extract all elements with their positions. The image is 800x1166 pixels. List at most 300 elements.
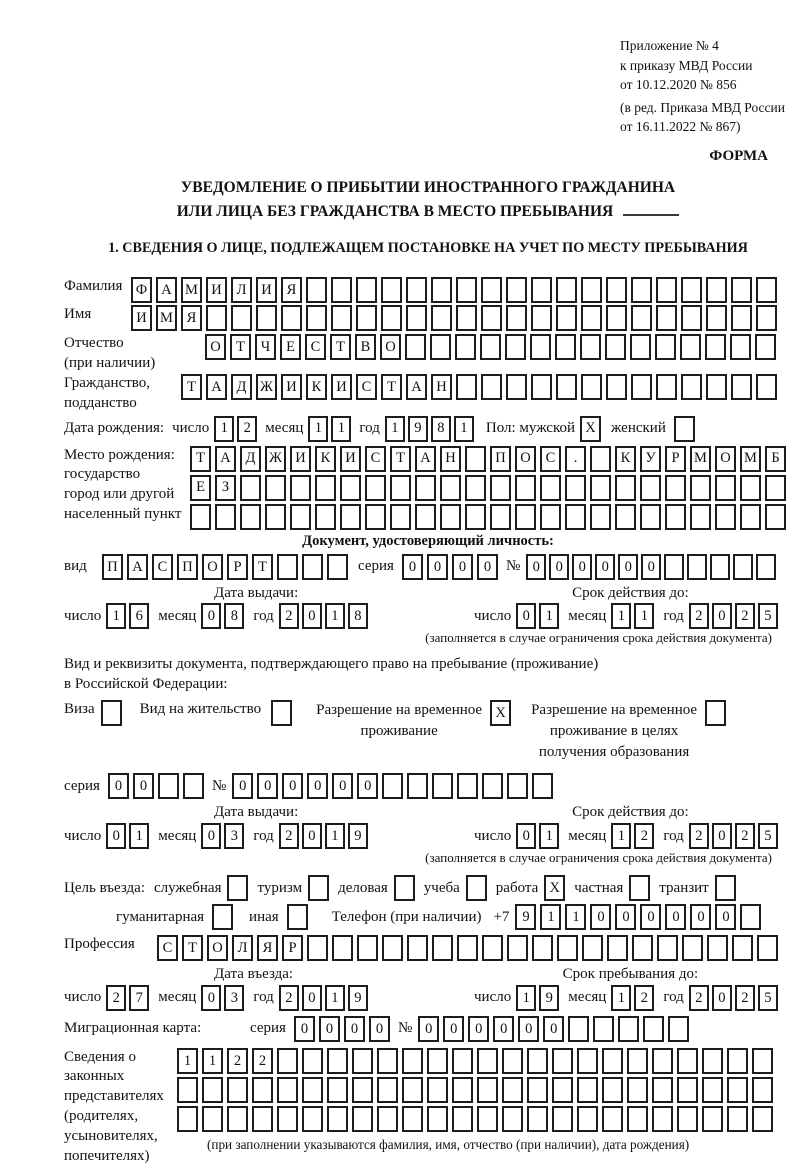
- form-cell[interactable]: Ж: [256, 374, 277, 400]
- form-cell[interactable]: [365, 504, 386, 530]
- form-cell[interactable]: [227, 1077, 248, 1103]
- form-cell[interactable]: [231, 305, 252, 331]
- form-cell[interactable]: [377, 1106, 398, 1132]
- form-cell[interactable]: [752, 1048, 773, 1074]
- form-cell[interactable]: [602, 1048, 623, 1074]
- form-cell[interactable]: [577, 1077, 598, 1103]
- form-cell[interactable]: [402, 1077, 423, 1103]
- form-cell[interactable]: [552, 1077, 573, 1103]
- form-cell[interactable]: 1: [308, 416, 328, 442]
- form-cell[interactable]: [506, 277, 527, 303]
- form-cell[interactable]: [480, 334, 501, 360]
- form-cell[interactable]: Я: [181, 305, 202, 331]
- form-cell[interactable]: [765, 475, 786, 501]
- form-cell[interactable]: Ч: [255, 334, 276, 360]
- form-cell[interactable]: 9: [539, 985, 559, 1011]
- form-cell[interactable]: [590, 446, 611, 472]
- form-cell[interactable]: С: [540, 446, 561, 472]
- form-cell[interactable]: [681, 277, 702, 303]
- form-cell[interactable]: Т: [230, 334, 251, 360]
- form-cell[interactable]: 0: [319, 1016, 340, 1042]
- form-cell[interactable]: А: [127, 554, 148, 580]
- form-cell[interactable]: [655, 334, 676, 360]
- form-cell[interactable]: [552, 1048, 573, 1074]
- form-cell[interactable]: [481, 374, 502, 400]
- form-cell[interactable]: [530, 334, 551, 360]
- form-cell[interactable]: [415, 475, 436, 501]
- form-cell[interactable]: [427, 1077, 448, 1103]
- form-cell[interactable]: [756, 305, 777, 331]
- form-cell[interactable]: X: [490, 700, 511, 726]
- form-cell[interactable]: [455, 334, 476, 360]
- form-cell[interactable]: 2: [227, 1048, 248, 1074]
- form-cell[interactable]: [715, 504, 736, 530]
- form-cell[interactable]: [682, 935, 703, 961]
- form-cell[interactable]: 1: [539, 603, 559, 629]
- form-cell[interactable]: Д: [240, 446, 261, 472]
- form-cell[interactable]: [331, 277, 352, 303]
- form-cell[interactable]: [407, 935, 428, 961]
- form-cell[interactable]: [531, 277, 552, 303]
- form-cell[interactable]: [531, 374, 552, 400]
- form-cell[interactable]: [177, 1077, 198, 1103]
- form-cell[interactable]: [674, 416, 695, 442]
- form-cell[interactable]: [252, 1077, 273, 1103]
- form-cell[interactable]: 2: [279, 823, 299, 849]
- form-cell[interactable]: 1: [454, 416, 474, 442]
- form-cell[interactable]: Т: [182, 935, 203, 961]
- form-cell[interactable]: 1: [611, 603, 631, 629]
- form-cell[interactable]: 5: [758, 985, 778, 1011]
- form-cell[interactable]: 2: [735, 603, 755, 629]
- form-cell[interactable]: А: [415, 446, 436, 472]
- form-cell[interactable]: [477, 1077, 498, 1103]
- form-cell[interactable]: [581, 277, 602, 303]
- form-cell[interactable]: [665, 475, 686, 501]
- form-cell[interactable]: 1: [325, 603, 345, 629]
- form-cell[interactable]: И: [281, 374, 302, 400]
- form-cell[interactable]: 0: [595, 554, 615, 580]
- form-cell[interactable]: К: [315, 446, 336, 472]
- form-cell[interactable]: [365, 475, 386, 501]
- form-cell[interactable]: 9: [408, 416, 428, 442]
- form-cell[interactable]: [532, 773, 553, 799]
- form-cell[interactable]: 3: [224, 823, 244, 849]
- form-cell[interactable]: [287, 904, 308, 930]
- form-cell[interactable]: 2: [279, 603, 299, 629]
- form-cell[interactable]: 0: [332, 773, 353, 799]
- form-cell[interactable]: [465, 504, 486, 530]
- form-cell[interactable]: 0: [543, 1016, 564, 1042]
- form-cell[interactable]: [755, 334, 776, 360]
- form-cell[interactable]: [557, 935, 578, 961]
- form-cell[interactable]: 0: [418, 1016, 439, 1042]
- form-cell[interactable]: 0: [493, 1016, 514, 1042]
- form-cell[interactable]: 0: [443, 1016, 464, 1042]
- form-cell[interactable]: [212, 904, 233, 930]
- form-cell[interactable]: М: [690, 446, 711, 472]
- form-cell[interactable]: 1: [611, 985, 631, 1011]
- form-cell[interactable]: 2: [252, 1048, 273, 1074]
- form-cell[interactable]: [290, 475, 311, 501]
- form-cell[interactable]: [677, 1106, 698, 1132]
- form-cell[interactable]: [740, 475, 761, 501]
- form-cell[interactable]: Е: [280, 334, 301, 360]
- form-cell[interactable]: О: [380, 334, 401, 360]
- form-cell[interactable]: 0: [468, 1016, 489, 1042]
- form-cell[interactable]: [582, 935, 603, 961]
- form-cell[interactable]: [657, 935, 678, 961]
- form-cell[interactable]: [515, 504, 536, 530]
- form-cell[interactable]: [390, 504, 411, 530]
- form-cell[interactable]: [465, 446, 486, 472]
- form-cell[interactable]: Д: [231, 374, 252, 400]
- form-cell[interactable]: 8: [224, 603, 244, 629]
- form-cell[interactable]: [332, 935, 353, 961]
- form-cell[interactable]: [580, 334, 601, 360]
- form-cell[interactable]: [327, 1077, 348, 1103]
- form-cell[interactable]: [502, 1106, 523, 1132]
- form-cell[interactable]: [531, 305, 552, 331]
- form-cell[interactable]: [315, 504, 336, 530]
- form-cell[interactable]: [456, 277, 477, 303]
- form-cell[interactable]: О: [205, 334, 226, 360]
- form-cell[interactable]: С: [365, 446, 386, 472]
- form-cell[interactable]: [215, 504, 236, 530]
- form-cell[interactable]: 2: [634, 985, 654, 1011]
- form-cell[interactable]: [427, 1106, 448, 1132]
- form-cell[interactable]: [752, 1106, 773, 1132]
- form-cell[interactable]: [190, 504, 211, 530]
- form-cell[interactable]: [302, 1077, 323, 1103]
- form-cell[interactable]: [727, 1077, 748, 1103]
- form-cell[interactable]: [466, 875, 487, 901]
- form-cell[interactable]: [652, 1048, 673, 1074]
- form-cell[interactable]: [602, 1077, 623, 1103]
- form-cell[interactable]: 2: [735, 823, 755, 849]
- form-cell[interactable]: [640, 504, 661, 530]
- form-cell[interactable]: [568, 1016, 589, 1042]
- form-cell[interactable]: [327, 1106, 348, 1132]
- form-cell[interactable]: О: [207, 935, 228, 961]
- form-cell[interactable]: А: [206, 374, 227, 400]
- form-cell[interactable]: [456, 305, 477, 331]
- form-cell[interactable]: [315, 475, 336, 501]
- form-cell[interactable]: [101, 700, 122, 726]
- form-cell[interactable]: [577, 1106, 598, 1132]
- form-cell[interactable]: [740, 904, 761, 930]
- form-cell[interactable]: [710, 554, 730, 580]
- form-cell[interactable]: 0: [452, 554, 473, 580]
- form-cell[interactable]: [640, 475, 661, 501]
- form-cell[interactable]: Т: [181, 374, 202, 400]
- form-cell[interactable]: [252, 1106, 273, 1132]
- form-cell[interactable]: [731, 277, 752, 303]
- form-cell[interactable]: [415, 504, 436, 530]
- form-cell[interactable]: 0: [369, 1016, 390, 1042]
- form-cell[interactable]: [690, 475, 711, 501]
- form-cell[interactable]: 1: [539, 823, 559, 849]
- form-cell[interactable]: 2: [279, 985, 299, 1011]
- form-cell[interactable]: 0: [690, 904, 711, 930]
- form-cell[interactable]: [307, 935, 328, 961]
- form-cell[interactable]: [681, 374, 702, 400]
- form-cell[interactable]: [381, 277, 402, 303]
- form-cell[interactable]: [402, 1048, 423, 1074]
- form-cell[interactable]: [377, 1048, 398, 1074]
- form-cell[interactable]: [690, 504, 711, 530]
- form-cell[interactable]: 8: [431, 416, 451, 442]
- form-cell[interactable]: И: [290, 446, 311, 472]
- form-cell[interactable]: К: [306, 374, 327, 400]
- form-cell[interactable]: [302, 554, 323, 580]
- form-cell[interactable]: 0: [201, 985, 221, 1011]
- form-cell[interactable]: [227, 1106, 248, 1132]
- form-cell[interactable]: [629, 875, 650, 901]
- form-cell[interactable]: 0: [402, 554, 423, 580]
- form-cell[interactable]: [565, 504, 586, 530]
- form-cell[interactable]: [256, 305, 277, 331]
- form-cell[interactable]: [715, 475, 736, 501]
- form-cell[interactable]: [406, 305, 427, 331]
- form-cell[interactable]: [706, 277, 727, 303]
- form-cell[interactable]: 0: [477, 554, 498, 580]
- form-cell[interactable]: [527, 1048, 548, 1074]
- form-cell[interactable]: [277, 1077, 298, 1103]
- form-cell[interactable]: [331, 305, 352, 331]
- form-cell[interactable]: [507, 773, 528, 799]
- form-cell[interactable]: [306, 305, 327, 331]
- form-cell[interactable]: [593, 1016, 614, 1042]
- form-cell[interactable]: 0: [641, 554, 661, 580]
- form-cell[interactable]: [240, 504, 261, 530]
- form-cell[interactable]: 0: [518, 1016, 539, 1042]
- form-cell[interactable]: 9: [348, 823, 368, 849]
- form-cell[interactable]: [556, 305, 577, 331]
- form-cell[interactable]: 1: [325, 985, 345, 1011]
- form-cell[interactable]: [706, 374, 727, 400]
- form-cell[interactable]: 1: [325, 823, 345, 849]
- form-cell[interactable]: [356, 277, 377, 303]
- form-cell[interactable]: 0: [302, 823, 322, 849]
- form-cell[interactable]: [677, 1077, 698, 1103]
- form-cell[interactable]: 1: [177, 1048, 198, 1074]
- form-cell[interactable]: С: [356, 374, 377, 400]
- form-cell[interactable]: С: [152, 554, 173, 580]
- form-cell[interactable]: [308, 875, 329, 901]
- form-cell[interactable]: Я: [281, 277, 302, 303]
- form-cell[interactable]: [177, 1106, 198, 1132]
- form-cell[interactable]: [656, 305, 677, 331]
- form-cell[interactable]: 0: [307, 773, 328, 799]
- form-cell[interactable]: [158, 773, 179, 799]
- form-cell[interactable]: [602, 1106, 623, 1132]
- form-cell[interactable]: А: [215, 446, 236, 472]
- form-cell[interactable]: [687, 554, 707, 580]
- form-cell[interactable]: [680, 334, 701, 360]
- form-cell[interactable]: [577, 1048, 598, 1074]
- form-cell[interactable]: 0: [712, 985, 732, 1011]
- form-cell[interactable]: [643, 1016, 664, 1042]
- form-cell[interactable]: [352, 1106, 373, 1132]
- form-cell[interactable]: 0: [516, 603, 536, 629]
- form-cell[interactable]: [340, 504, 361, 530]
- form-cell[interactable]: 0: [257, 773, 278, 799]
- form-cell[interactable]: [477, 1106, 498, 1132]
- form-cell[interactable]: [606, 305, 627, 331]
- form-cell[interactable]: [302, 1048, 323, 1074]
- form-cell[interactable]: [183, 773, 204, 799]
- form-cell[interactable]: [565, 475, 586, 501]
- form-cell[interactable]: [432, 773, 453, 799]
- form-cell[interactable]: [502, 1048, 523, 1074]
- form-cell[interactable]: [707, 935, 728, 961]
- form-cell[interactable]: 3: [224, 985, 244, 1011]
- form-cell[interactable]: И: [340, 446, 361, 472]
- form-cell[interactable]: И: [256, 277, 277, 303]
- form-cell[interactable]: [352, 1077, 373, 1103]
- form-cell[interactable]: 1: [331, 416, 351, 442]
- form-cell[interactable]: В: [355, 334, 376, 360]
- form-cell[interactable]: X: [544, 875, 565, 901]
- form-cell[interactable]: [277, 1048, 298, 1074]
- form-cell[interactable]: 0: [572, 554, 592, 580]
- form-cell[interactable]: [627, 1048, 648, 1074]
- form-cell[interactable]: И: [131, 305, 152, 331]
- form-cell[interactable]: [405, 334, 426, 360]
- form-cell[interactable]: [356, 305, 377, 331]
- form-cell[interactable]: [277, 554, 298, 580]
- form-cell[interactable]: 1: [611, 823, 631, 849]
- form-cell[interactable]: [731, 305, 752, 331]
- form-cell[interactable]: [727, 1106, 748, 1132]
- form-cell[interactable]: [382, 773, 403, 799]
- form-cell[interactable]: 7: [129, 985, 149, 1011]
- form-cell[interactable]: Р: [282, 935, 303, 961]
- form-cell[interactable]: 0: [108, 773, 129, 799]
- form-cell[interactable]: [382, 935, 403, 961]
- form-cell[interactable]: [631, 277, 652, 303]
- form-cell[interactable]: 0: [618, 554, 638, 580]
- form-cell[interactable]: [606, 277, 627, 303]
- form-cell[interactable]: О: [202, 554, 223, 580]
- form-cell[interactable]: [452, 1077, 473, 1103]
- form-cell[interactable]: [377, 1077, 398, 1103]
- form-cell[interactable]: С: [305, 334, 326, 360]
- form-cell[interactable]: [432, 935, 453, 961]
- form-cell[interactable]: [740, 504, 761, 530]
- form-cell[interactable]: [606, 374, 627, 400]
- form-cell[interactable]: 9: [515, 904, 536, 930]
- form-cell[interactable]: [406, 277, 427, 303]
- form-cell[interactable]: [402, 1106, 423, 1132]
- form-cell[interactable]: М: [181, 277, 202, 303]
- form-cell[interactable]: [352, 1048, 373, 1074]
- form-cell[interactable]: X: [580, 416, 601, 442]
- form-cell[interactable]: [490, 504, 511, 530]
- form-cell[interactable]: [502, 1077, 523, 1103]
- form-cell[interactable]: Т: [330, 334, 351, 360]
- form-cell[interactable]: 0: [640, 904, 661, 930]
- form-cell[interactable]: 5: [758, 823, 778, 849]
- form-cell[interactable]: [556, 277, 577, 303]
- form-cell[interactable]: Т: [190, 446, 211, 472]
- form-cell[interactable]: О: [515, 446, 536, 472]
- form-cell[interactable]: [202, 1077, 223, 1103]
- form-cell[interactable]: [456, 374, 477, 400]
- form-cell[interactable]: Л: [232, 935, 253, 961]
- form-cell[interactable]: [477, 1048, 498, 1074]
- form-cell[interactable]: 0: [302, 985, 322, 1011]
- form-cell[interactable]: 0: [590, 904, 611, 930]
- form-cell[interactable]: И: [206, 277, 227, 303]
- form-cell[interactable]: 1: [214, 416, 234, 442]
- form-cell[interactable]: [664, 554, 684, 580]
- form-cell[interactable]: [681, 305, 702, 331]
- form-cell[interactable]: Т: [252, 554, 273, 580]
- form-cell[interactable]: [290, 504, 311, 530]
- form-cell[interactable]: 0: [526, 554, 546, 580]
- form-cell[interactable]: [765, 504, 786, 530]
- form-cell[interactable]: К: [615, 446, 636, 472]
- form-cell[interactable]: [555, 334, 576, 360]
- form-cell[interactable]: [618, 1016, 639, 1042]
- form-cell[interactable]: Ж: [265, 446, 286, 472]
- form-cell[interactable]: П: [102, 554, 123, 580]
- form-cell[interactable]: П: [490, 446, 511, 472]
- form-cell[interactable]: 0: [344, 1016, 365, 1042]
- form-cell[interactable]: [505, 334, 526, 360]
- form-cell[interactable]: [481, 277, 502, 303]
- form-cell[interactable]: [730, 334, 751, 360]
- form-cell[interactable]: 0: [201, 603, 221, 629]
- form-cell[interactable]: [652, 1077, 673, 1103]
- form-cell[interactable]: 2: [689, 603, 709, 629]
- form-cell[interactable]: .: [565, 446, 586, 472]
- form-cell[interactable]: [240, 475, 261, 501]
- form-cell[interactable]: [732, 935, 753, 961]
- form-cell[interactable]: [457, 773, 478, 799]
- form-cell[interactable]: [540, 475, 561, 501]
- form-cell[interactable]: [381, 305, 402, 331]
- form-cell[interactable]: [431, 277, 452, 303]
- form-cell[interactable]: [627, 1106, 648, 1132]
- form-cell[interactable]: 8: [348, 603, 368, 629]
- form-cell[interactable]: [756, 374, 777, 400]
- form-cell[interactable]: [206, 305, 227, 331]
- form-cell[interactable]: 1: [565, 904, 586, 930]
- form-cell[interactable]: Р: [227, 554, 248, 580]
- form-cell[interactable]: 2: [689, 823, 709, 849]
- form-cell[interactable]: [482, 773, 503, 799]
- form-cell[interactable]: 2: [634, 823, 654, 849]
- form-cell[interactable]: [706, 305, 727, 331]
- form-cell[interactable]: [615, 475, 636, 501]
- form-cell[interactable]: [340, 475, 361, 501]
- form-cell[interactable]: [265, 475, 286, 501]
- form-cell[interactable]: 1: [202, 1048, 223, 1074]
- form-cell[interactable]: 0: [427, 554, 448, 580]
- form-cell[interactable]: Ф: [131, 277, 152, 303]
- form-cell[interactable]: [327, 1048, 348, 1074]
- form-cell[interactable]: 1: [106, 603, 126, 629]
- form-cell[interactable]: [515, 475, 536, 501]
- form-cell[interactable]: 0: [715, 904, 736, 930]
- form-cell[interactable]: [702, 1106, 723, 1132]
- form-cell[interactable]: [607, 935, 628, 961]
- form-cell[interactable]: 0: [106, 823, 126, 849]
- form-cell[interactable]: [581, 305, 602, 331]
